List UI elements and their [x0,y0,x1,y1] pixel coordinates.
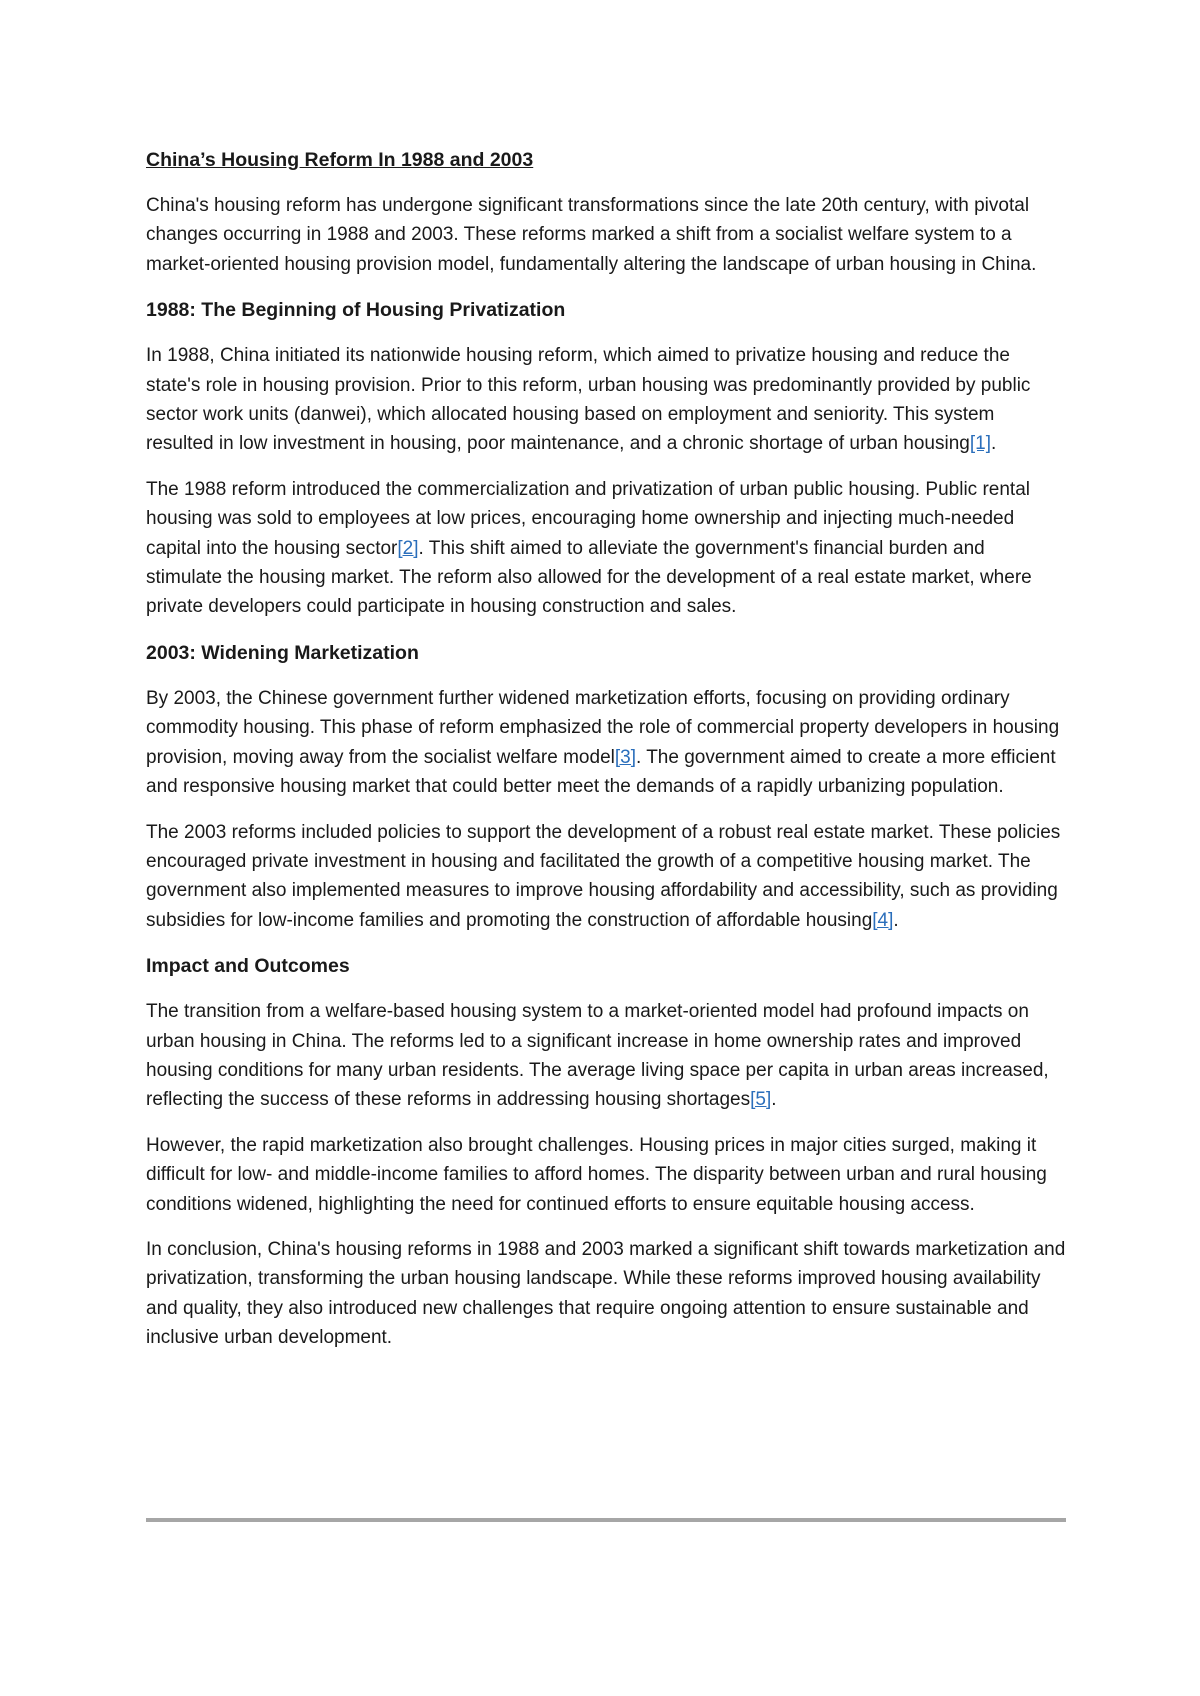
paragraph-text: The 2003 reforms included policies to support the development of a robust real estate market. These policies encouraged private investment in housing and facilitated the growth of a competitive housing market. The government also implemented measures to improve housing affordability and accessibility, such as providing subsidies for low-income families and promoting the construction of affordable housing [146,821,1061,931]
paragraph-1988-1 [146,341,1066,459]
paragraph-text-end: . [893,909,899,931]
paragraph-text-end: . [990,433,997,455]
citation-link-4[interactable]: [4] [872,909,894,931]
paragraph-text: In 1988, China initiated its nationwide housing reform, which aimed to privatize housing and reduce the state's role in housing provision. Prior to this reform, urban housing was predominantly provided by public sector work units (danwei), which allocated housing based on employment and seniority. This system resulted in low investment in housing, poor maintenance, and a chronic shortage of urban housing [146,345,1031,455]
document-body [146,145,1066,1369]
section-heading-2003: 2003: Widening Marketization [146,641,419,664]
paragraph-1988-2 [146,475,1066,622]
section-heading-impact: Impact and Outcomes [146,955,350,978]
paragraph-impact-1 [146,997,1066,1115]
paragraph-2003-2 [146,818,1066,936]
document-title: China’s Housing Reform In 1988 and 2003 [146,149,534,171]
paragraph-text: By 2003, the Chinese government further widened marketization efforts, focusing on providing ordinary commodity housing. This phase of reform emphasized the role of commercial property developers in housing provision, moving away from the socialist welfare model [146,687,1060,768]
paragraph-text: The transition from a welfare-based housing system to a market-oriented model had profound impacts on urban housing in China. The reforms led to a significant increase in home ownership rates and improved housing conditions for many urban residents. The average living space per capita in urban areas increased, reflecting the success of these reforms in addressing housing shortages [146,1001,1049,1111]
paragraph-conclusion: In conclusion, China's housing reforms in 1988 and 2003 marked a significant shift towards marketization and privatization, transforming the urban housing landscape. While these reforms improved housing availability and quality, they also introduced new challenges that require ongoing attention to ensure sustainable and inclusive urban development. [146,1238,1066,1349]
citation-link-1[interactable]: [1] [969,433,991,455]
citation-link-3[interactable]: [3] [614,746,636,768]
paragraph-impact-2: However, the rapid marketization also brought challenges. Housing prices in major cities surged, making it difficult for low- and middle-income families to afford homes. The disparity between urban and rural housing conditions widened, highlighting the need for continued efforts to ensure equitable housing access. [146,1134,1047,1215]
paragraph-text-end: . This shift aimed to alleviate the government's financial burden and stimulate the housing market. The reform also allowed for the development of a real estate market, where private developers could participate in housing construction and sales. [146,537,1032,618]
citation-link-5[interactable]: [5] [750,1089,772,1111]
section-heading-1988: 1988: The Beginning of Housing Privatization [146,299,566,322]
horizontal-divider [146,1518,1066,1522]
intro-paragraph: China's housing reform has undergone significant transformations since the late 20th century, with pivotal changes occurring in 1988 and 2003. These reforms marked a shift from a socialist welfare system to a market-oriented housing provision model, fundamentally altering the landscape of urban housing in China. [146,195,1037,275]
paragraph-2003-1 [146,684,1066,802]
paragraph-text-end: . The government aimed to create a more efficient and responsive housing market that could better meet the demands of a rapidly urbanizing population. [146,746,1056,798]
paragraph-text-end: . [771,1089,777,1111]
paragraph-text: The 1988 reform introduced the commercialization and privatization of urban public housing. Public rental housing was sold to employees at low prices, encouraging home ownership and injecting much-needed capital into the housing sector [146,478,1030,559]
citation-link-2[interactable]: [2] [397,537,419,559]
